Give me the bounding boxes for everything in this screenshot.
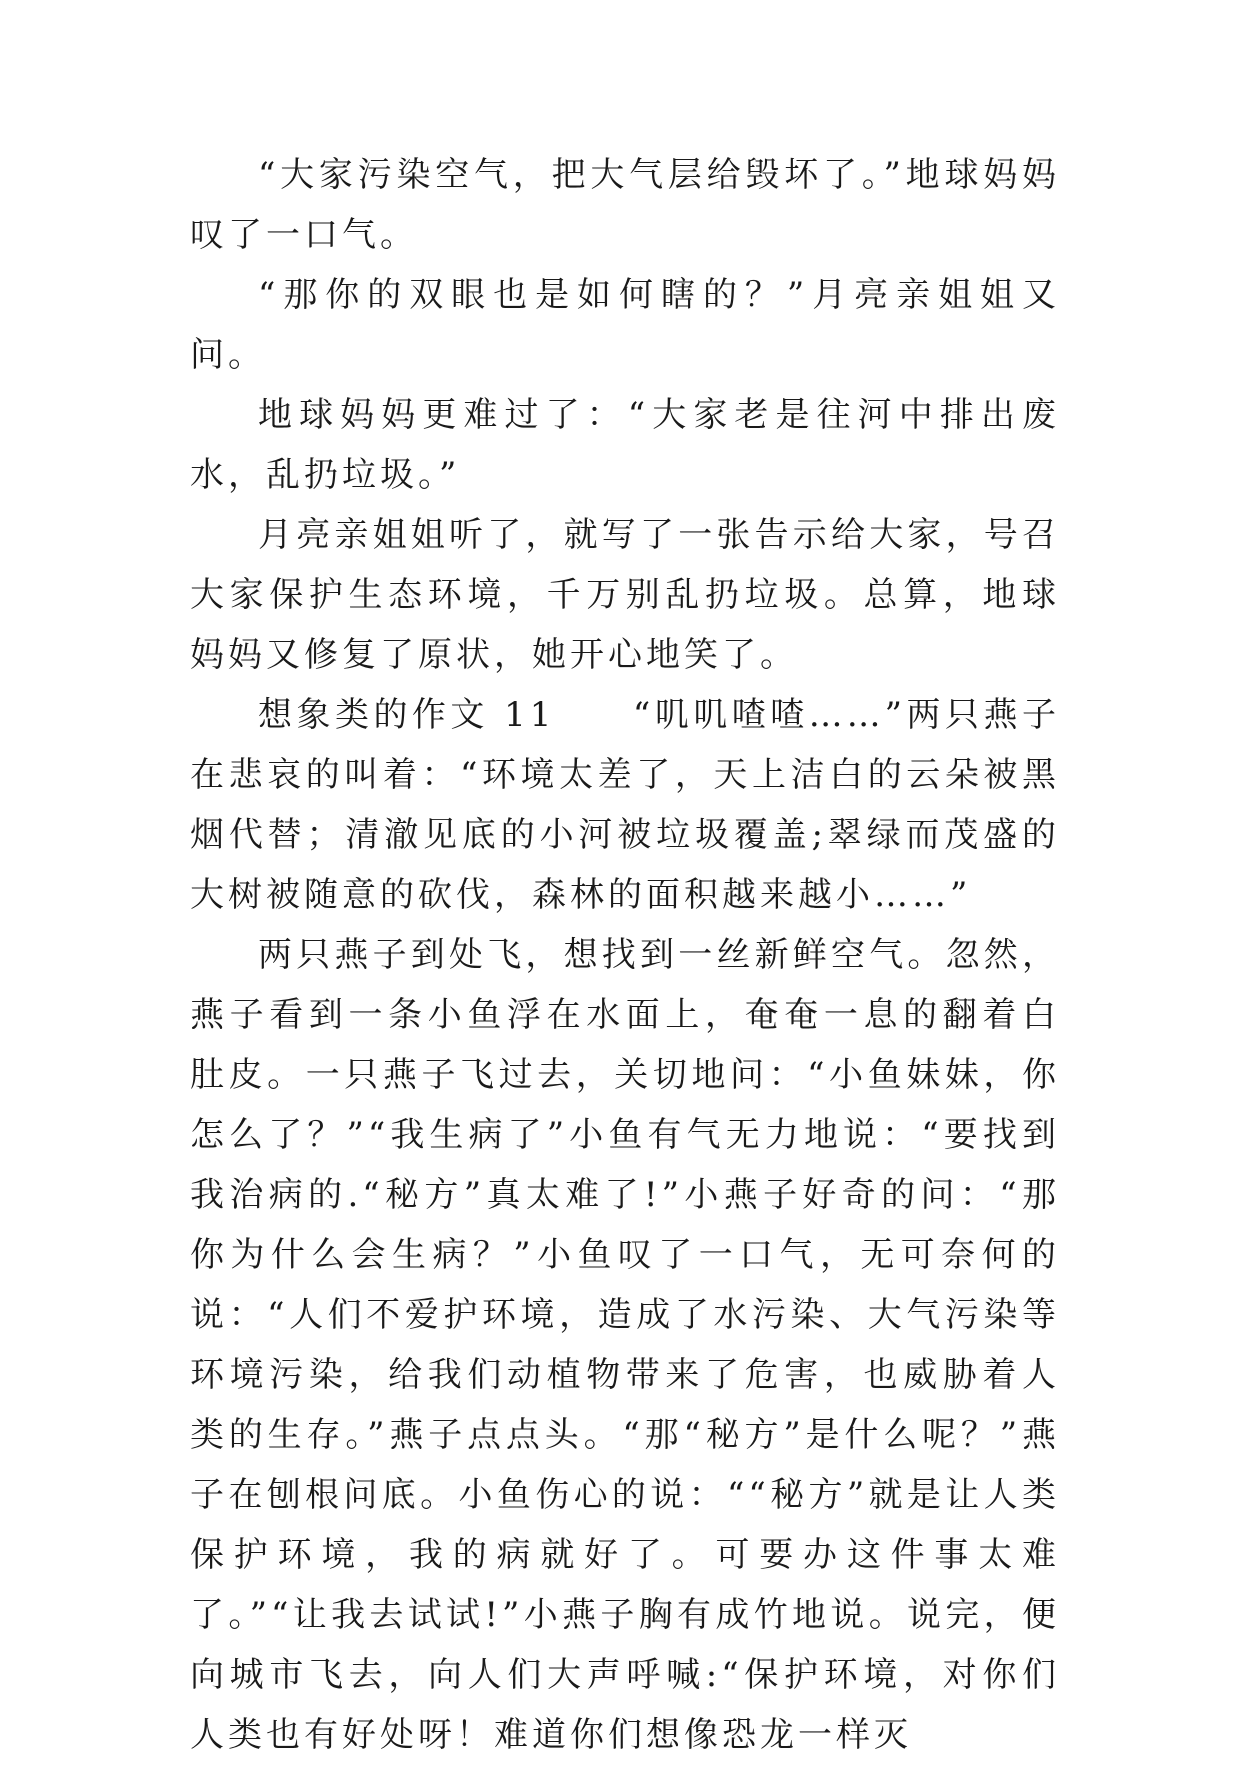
paragraph: “大家污染空气，把大气层给毁坏了。”地球妈妈叹了一口气。 bbox=[190, 155, 1060, 255]
paragraph: 想象类的作文 11 “叽叽喳喳……”两只燕子在悲哀的叫着：“环境太差了，天上洁白的云朵被黑烟代替；清澈见底的小河被垃圾覆盖;翠绿而茂盛的大树被随意的砍伐，森林的面积越来越小……” bbox=[190, 695, 1060, 915]
paragraph: 两只燕子到处飞，想找到一丝新鲜空气。忽然，燕子看到一条小鱼浮在水面上，奄奄一息的翻着白肚皮。一只燕子飞过去，关切地问：“小鱼妹妹，你怎么了？”“我生病了”小鱼有气无力地说：“要找到我治病的.“秘方”真太难了!”小燕子好奇的问：“那你为什么会生病？”小鱼叹了一口气，无可奈何的说：“人们不爱护环境，造成了水污染、大气污染等环境污染，给我们动植物带来了危害，也威胁着人类的生存。”燕子点点头。“那“秘方”是什么呢？”燕子在刨根问底。小鱼伤心的说：““秘方”就是让人类保护环境，我的病就好了。可要办这件事太难了。”“让我去试试!”小燕子胸有成竹地说。说完，便向城市飞去，向人们大声呼喊:“保护环境，对你们人类也有好处呀！难道你们想像恐龙一样灭 bbox=[190, 935, 1060, 1755]
paragraph: “那你的双眼也是如何瞎的？”月亮亲姐姐又问。 bbox=[190, 275, 1060, 375]
paragraph: 月亮亲姐姐听了，就写了一张告示给大家，号召大家保护生态环境，千万别乱扔垃圾。总算，地球妈妈又修复了原状，她开心地笑了。 bbox=[190, 515, 1060, 675]
paragraph: 地球妈妈更难过了：“大家老是往河中排出废水，乱扔垃圾。” bbox=[190, 395, 1060, 495]
document-body bbox=[190, 145, 1060, 1765]
